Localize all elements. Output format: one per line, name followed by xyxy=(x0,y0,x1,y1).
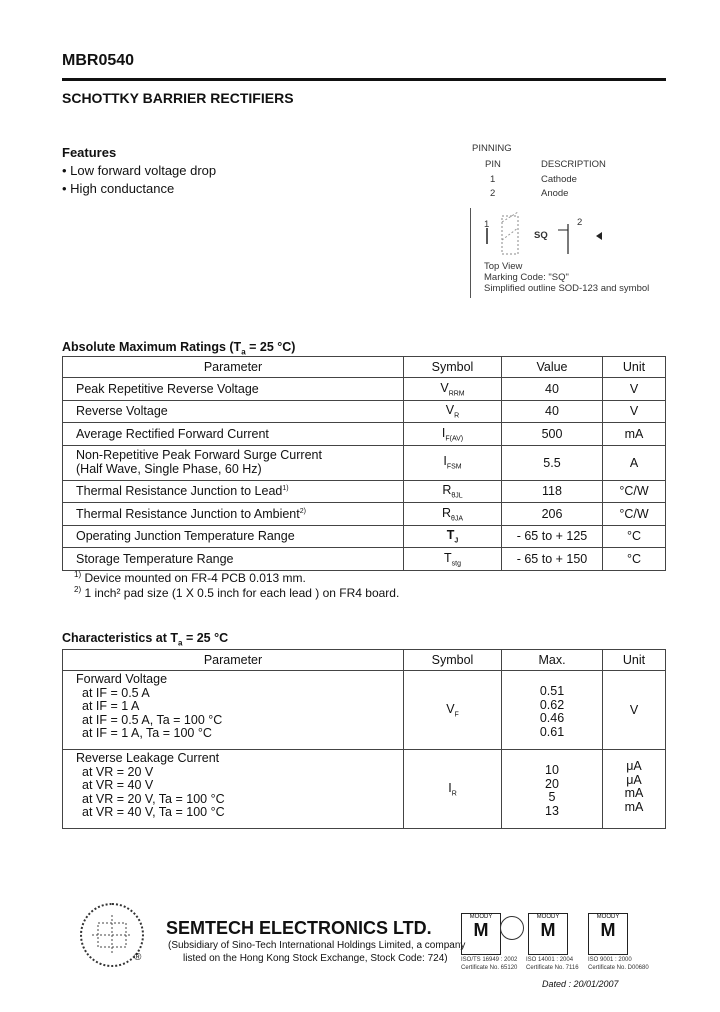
pin1-label: 1 xyxy=(484,219,490,230)
col-header: Unit xyxy=(603,650,666,671)
table-row: Peak Repetitive Reverse Voltage $V_{RRM}$ 40 V xyxy=(63,378,666,401)
col-header: Value xyxy=(502,357,603,378)
cert-caption: ISO/TS 16949 : 2002 xyxy=(461,957,518,963)
outline-caption: Simplified outline SOD-123 and symbol xyxy=(484,283,650,294)
pinning-col-desc: DESCRIPTION xyxy=(541,159,606,170)
table-row: Average Rectified Forward Current $I_{F(AV)}$ 500 mA xyxy=(63,423,666,446)
pin2-label: 2 xyxy=(577,217,583,228)
table-row: Thermal Resistance Junction to Ambient$^{2)}$ $R_{\theta JA}$ 206 °C/W xyxy=(63,503,666,526)
moody-m-icon: M xyxy=(600,920,616,940)
table-row: Storage Temperature Range $T_{stg}$ - 65 to + 150 °C xyxy=(63,548,666,571)
marking-on-body: SQ xyxy=(534,230,548,241)
abs-max-table xyxy=(62,356,666,571)
cert-badge-iso-9001: MOODY M xyxy=(588,913,628,955)
moody-m-icon: M xyxy=(540,920,556,940)
feature-item: • High conductance xyxy=(62,181,175,196)
col-header: Unit xyxy=(603,357,666,378)
table-row: Non-Repetitive Peak Forward Surge Current (Half Wave, Single Phase, 60 Hz) $I_{FSM}$ 5.5 A xyxy=(63,445,666,480)
table-row: Thermal Resistance Junction to Lead$^{1)}$ $R_{\theta JL}$ 118 °C/W xyxy=(63,480,666,503)
table-row: Reverse Voltage $V_R$ 40 V xyxy=(63,400,666,423)
cert-badge-iso-ts: MOODY M xyxy=(461,913,501,955)
table-row: Operating Junction Temperature Range $T_J$ - 65 to + 125 °C xyxy=(63,525,666,548)
page-title: MBR0540 xyxy=(62,52,135,69)
table-row: Forward Voltage at IF = 0.5 A at IF = 1 A at IF = 0.5 A, Ta = 100 °C at IF = 1 A, Ta = 100 °C $V_F$ 0.51 0.62 0.46 0.61 V xyxy=(63,671,666,750)
sod123-outline-drawing xyxy=(478,210,618,260)
col-header: Parameter xyxy=(63,650,404,671)
title-rule xyxy=(62,78,666,81)
footnote-2: $^{2)}$ 1 inch² pad size (1 X 0.5 inch for each lead ) on FR4 board. xyxy=(74,585,400,600)
registered-mark: ® xyxy=(134,952,142,963)
cert-caption: ISO 9001 : 2000 xyxy=(588,957,632,963)
marking-code-caption: Marking Code: "SQ" xyxy=(484,272,569,283)
features-heading: Features xyxy=(62,145,117,160)
abs-max-heading: Absolute Maximum Ratings ($T_a = 25$ °C) xyxy=(62,340,296,357)
cert-caption: ISO 14001 : 2004 xyxy=(526,957,574,963)
col-header: Parameter xyxy=(63,357,404,378)
pinning-row-desc: Cathode xyxy=(541,174,577,185)
pinning-row-pin: 2 xyxy=(490,188,496,199)
moody-m-icon: M xyxy=(473,920,489,940)
characteristics-heading: Characteristics at $T_a = 25$ °C xyxy=(62,631,229,648)
page-subtitle: SCHOTTKY BARRIER RECTIFIERS xyxy=(62,90,294,106)
pinning-col-pin: PIN xyxy=(485,159,501,170)
top-view-caption: Top View xyxy=(484,261,523,272)
company-name: SEMTECH ELECTRONICS LTD. xyxy=(166,918,432,938)
feature-item: • Low forward voltage drop xyxy=(62,163,217,178)
cert-badge-iso-14001: MOODY M xyxy=(528,913,568,955)
col-header: Max. xyxy=(502,650,603,671)
company-listing-line: listed on the Hong Kong Stock Exchange, Stock Code: 724) xyxy=(183,953,448,964)
dated-stamp: Dated : 20/01/2007 xyxy=(542,979,619,989)
cert-caption: Certificate No. 7116 xyxy=(526,965,579,971)
pinning-row-pin: 1 xyxy=(490,174,496,185)
pinning-frame-line xyxy=(470,208,471,298)
cert-caption: Certificate No. 65120 xyxy=(461,965,518,971)
table-row: Reverse Leakage Current at VR = 20 V at VR = 40 V at VR = 20 V, Ta = 100 °C at VR = 40 V, Ta = 100 °C $I_R$ 10 20 5 13 μA μA mA mA xyxy=(63,750,666,829)
col-header: Symbol xyxy=(404,650,502,671)
pinning-title: PINNING xyxy=(472,143,512,154)
col-header: Symbol xyxy=(404,357,502,378)
pinning-row-desc: Anode xyxy=(541,188,569,199)
logo-grid-icon xyxy=(82,905,142,965)
cert-caption: Certificate No. D00680 xyxy=(588,965,649,971)
zert-seal-icon xyxy=(500,916,524,940)
company-subsidiary-line: (Subsidiary of Sino-Tech International Holdings Limited, a company xyxy=(168,940,466,951)
characteristics-table xyxy=(62,649,666,829)
footnote-1: $^{1)}$ Device mounted on FR-4 PCB 0.013 mm. xyxy=(74,570,306,585)
